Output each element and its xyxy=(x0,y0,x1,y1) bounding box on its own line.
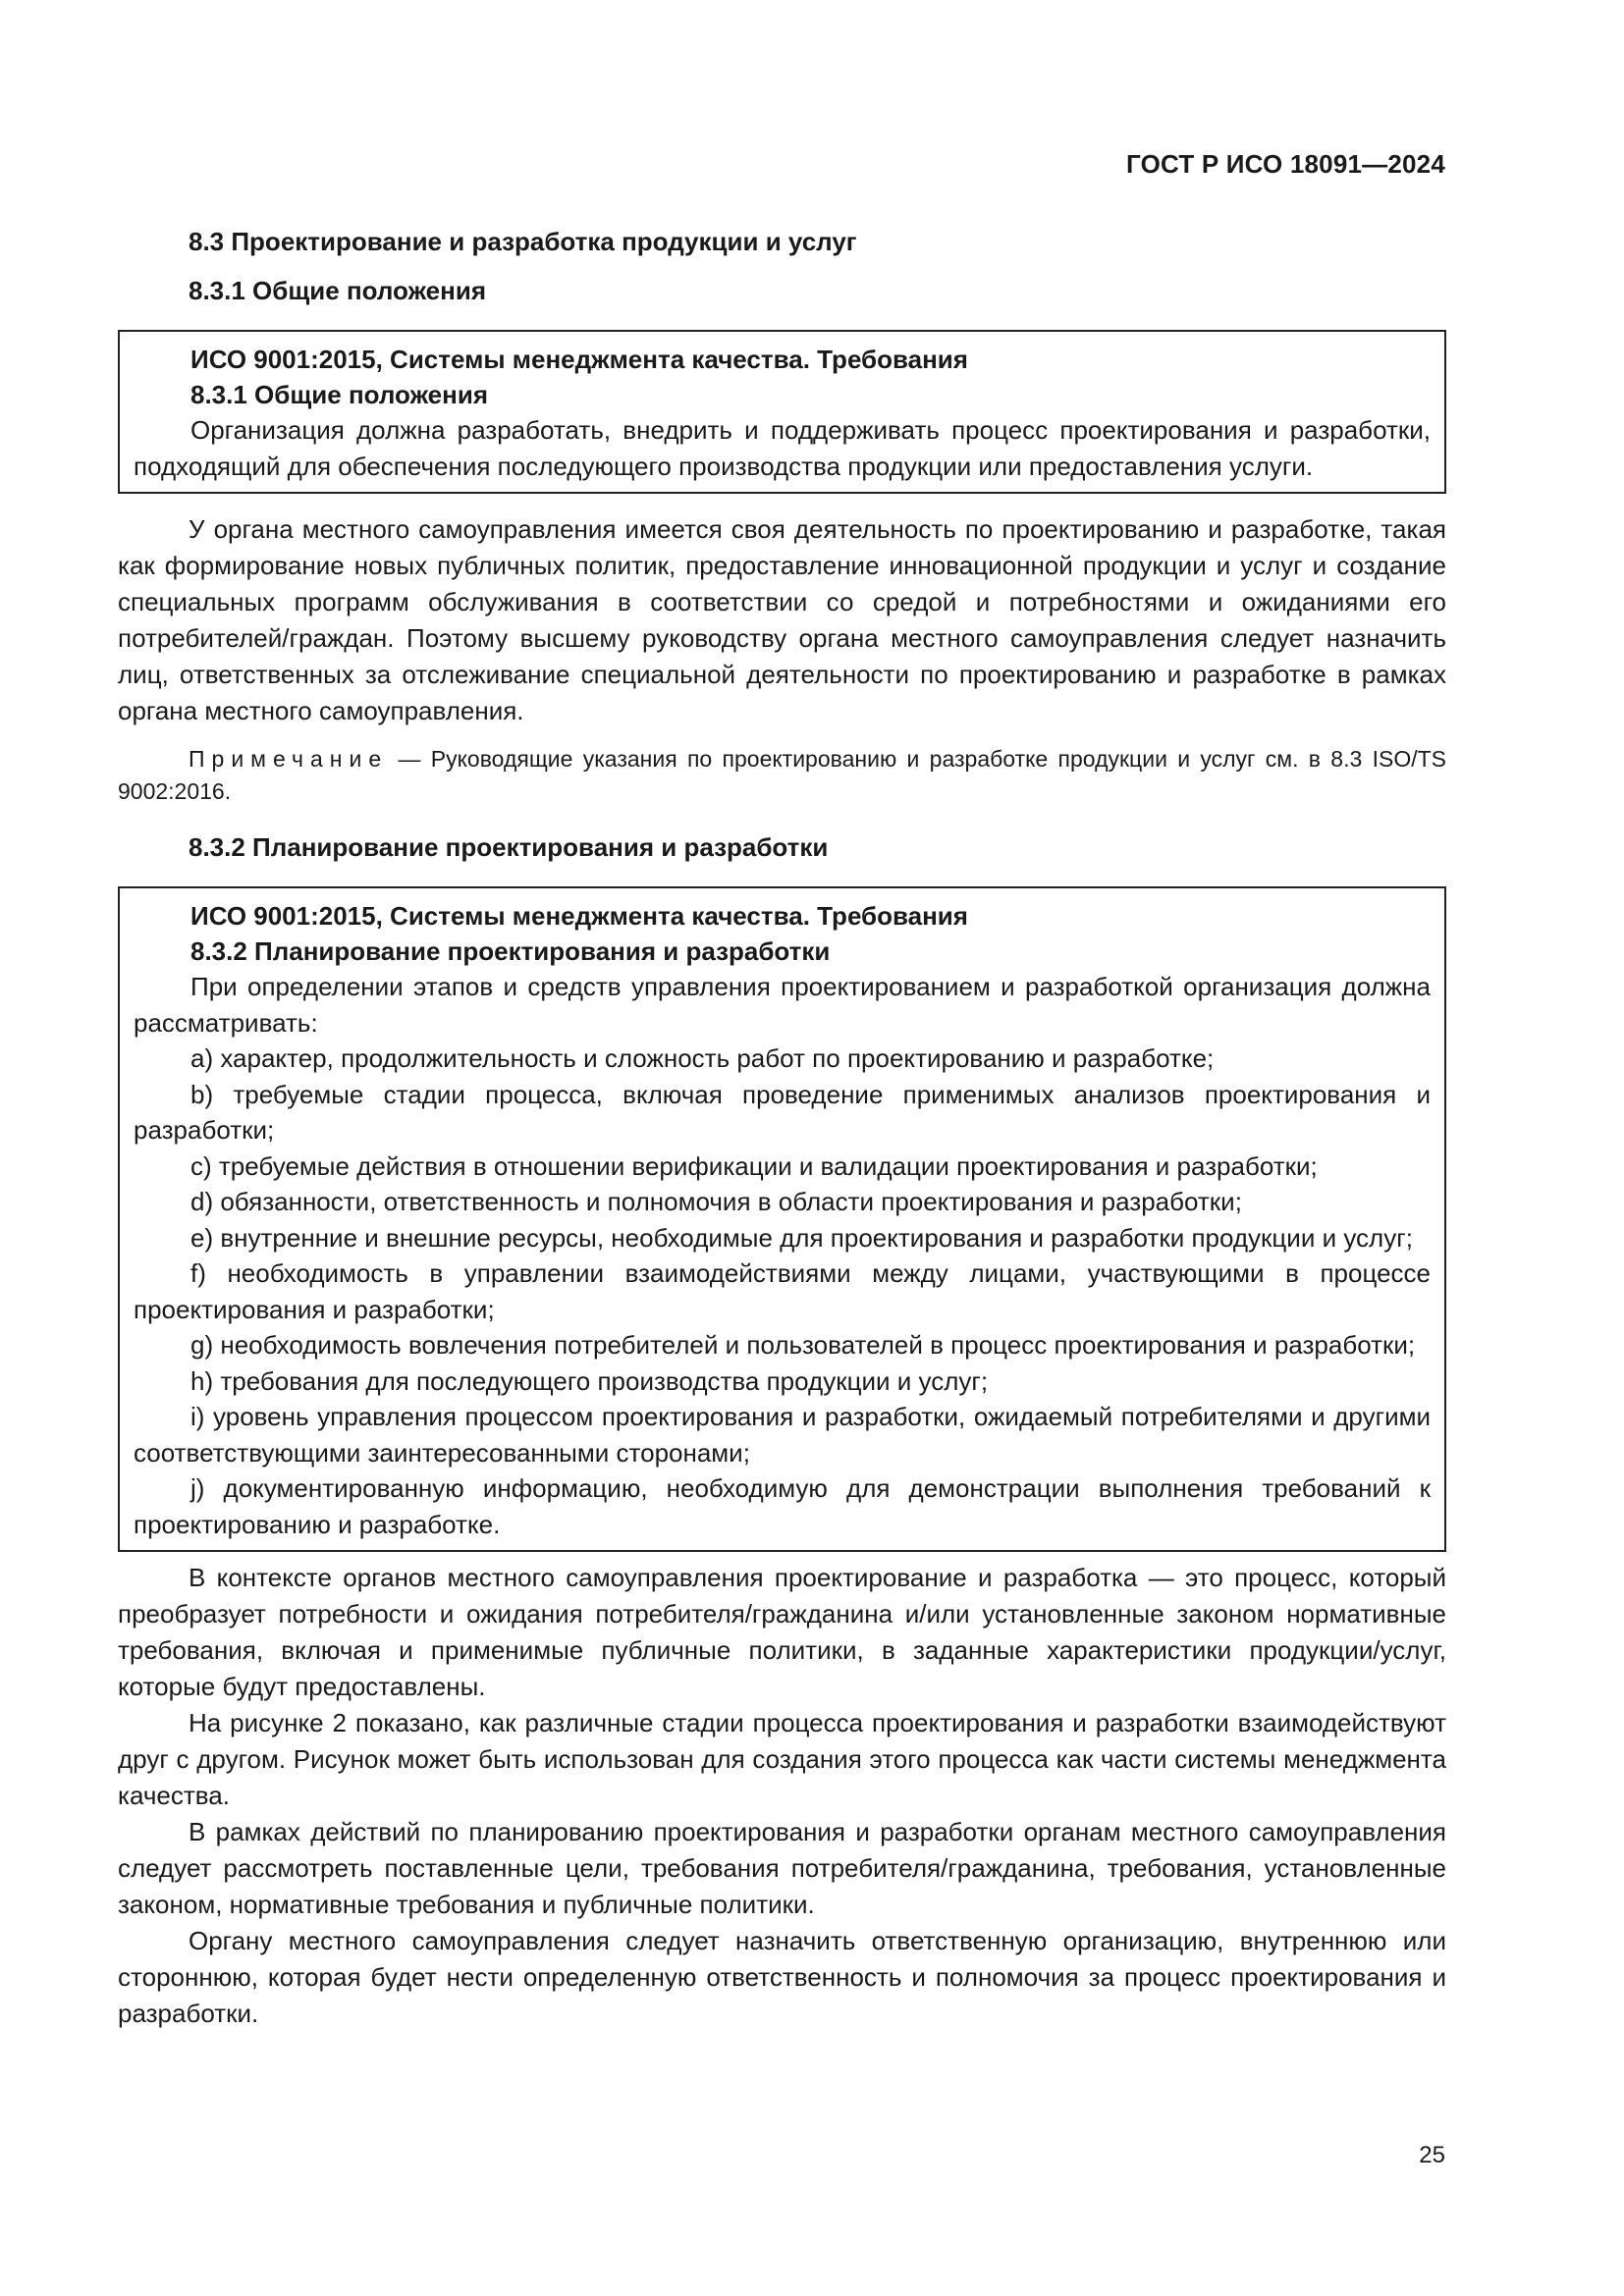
section-heading-8-3-1: 8.3.1 Общие положения xyxy=(189,276,486,305)
body-paragraph: В рамках действий по планированию проектирования и разработки органам местного самоуправления следует рассмотреть поставленные цели, требования потребителя/гражданина, требования, установленные законом, нормативные требования и публичные политики. xyxy=(118,1817,1446,1919)
body-paragraph: У органа местного самоуправления имеется своя деятельность по проектированию и разработке, такая как формирование новых публичных политик, предоставление инновационной продукции и услуг и создание специальных программ обслуживания в соответствии со средой и потребностями и ожиданиями его потребителей/граждан. Поэтому высшему руководству органа местного самоуправления следует назначить лиц, ответственных за отслеживание специальной деятельности по проектированию и разработке в рамках органа местного самоуправления. xyxy=(118,514,1446,725)
iso-quote-box-8-3-2 xyxy=(118,886,1446,1552)
note xyxy=(118,743,1446,808)
box-subtitle: 8.3.1 Общие положения xyxy=(190,380,488,409)
section-heading-8-3-2: 8.3.2 Планирование проектирования и разработки xyxy=(189,832,829,862)
body-paragraph: На рисунке 2 показано, как различные стадии процесса проектирования и разработки взаимодействуют друг с другом. Рисунок может быть использован для создания этого процесса как части системы менеджмента качества. xyxy=(118,1708,1446,1810)
document-standard-header: ГОСТ Р ИСО 18091—2024 xyxy=(1125,149,1445,179)
list-item: g) необходимость вовлечения потребителей и пользователей в процесс проектирования и разработки; xyxy=(190,1330,1416,1360)
list-item: h) требования для последующего производства продукции и услуг; xyxy=(190,1365,989,1396)
box-text: Организация должна разработать, внедрить и поддерживать процесс проектирования и разработки, подходящий для обеспечения последующего производства продукции или предоставления услуги. xyxy=(134,415,1431,481)
list-item: i) уровень управления процессом проектирования и разработки, ожидаемый потребителями и другими соответствующими заинтересованными сторонами; xyxy=(134,1402,1431,1468)
box-title: ИСО 9001:2015, Системы менеджмента качества. Требования xyxy=(190,901,968,931)
box-subtitle: 8.3.2 Планирование проектирования и разработки xyxy=(190,936,831,966)
list-item: a) характер, продолжительность и сложность работ по проектированию и разработке; xyxy=(190,1043,1215,1073)
box-title: ИСО 9001:2015, Системы менеджмента качества. Требования xyxy=(190,345,968,374)
note-text: — Руководящие указания по проектированию и разработке продукции и услуг см. в 8.3 ISO/TS 9002:2016. xyxy=(118,746,1446,804)
list-item: d) обязанности, ответственность и полномочия в области проектирования и разработки; xyxy=(190,1187,1242,1216)
list-item: b) требуемые стадии процесса, включая проведение применимых анализов проектирования и разработки; xyxy=(134,1079,1431,1145)
list-item: c) требуемые действия в отношении верификации и валидации проектирования и разработки; xyxy=(190,1150,1318,1181)
note-label: Примечание xyxy=(189,746,389,772)
page-number: 25 xyxy=(1419,2142,1445,2168)
page-content xyxy=(118,224,1446,2032)
list-item: f) необходимость в управлении взаимодействиями между лицами, участвующими в процессе проектирования и разработки; xyxy=(134,1258,1431,1324)
list-item: j) документированную информацию, необходимую для демонстрации выполнения требований к проектированию и разработке. xyxy=(134,1473,1431,1539)
iso-quote-box-8-3-1 xyxy=(118,330,1446,494)
section-heading-8-3: 8.3 Проектирование и разработка продукции и услуг xyxy=(189,227,857,256)
body-paragraph: В контексте органов местного самоуправления проектирование и разработка — это процесс, который преобразует потребности и ожидания потребителя/гражданина и/или установленные законом нормативные требования, включая и применимые публичные политики, в заданные характеристики продукции/услуг, которые будут предоставлены. xyxy=(118,1563,1446,1701)
box-intro: При определении этапов и средств управления проектированием и разработкой организация должна рассматривать: xyxy=(134,972,1431,1038)
body-paragraph: Органу местного самоуправления следует назначить ответственную организацию, внутреннюю или стороннюю, которая будет нести определенную ответственность и полномочия за процесс проектирования и разработки. xyxy=(118,1926,1446,2028)
list-item: e) внутренние и внешние ресурсы, необходимые для проектирования и разработки продукции и услуг; xyxy=(190,1222,1413,1253)
